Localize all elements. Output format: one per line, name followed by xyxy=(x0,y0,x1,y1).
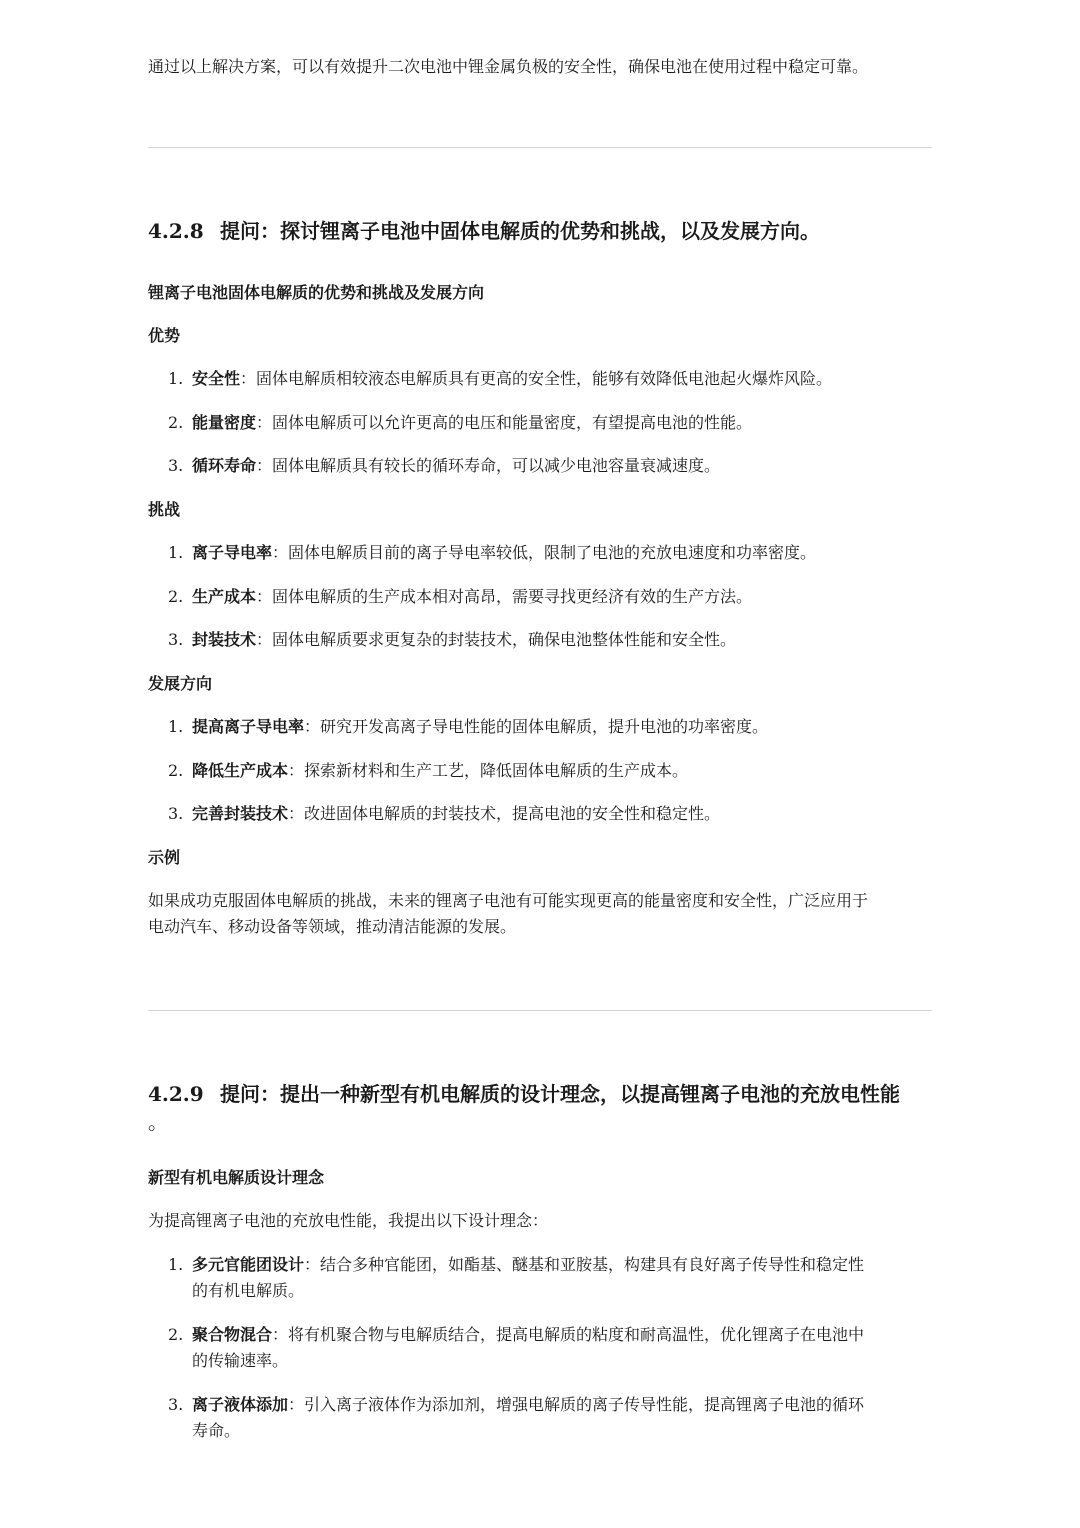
list-key: 离子导电率 xyxy=(192,543,273,562)
list-key: 循环寿命 xyxy=(192,456,257,475)
list-item xyxy=(168,584,934,610)
list-number: 3. xyxy=(168,1395,184,1414)
divider xyxy=(148,1010,932,1011)
list-text: ：固体电解质可以允许更高的电压和能量密度，有望提高电池的性能。 xyxy=(256,413,753,432)
list-key: 安全性 xyxy=(192,369,241,388)
list-number: 1. xyxy=(168,369,184,388)
list-text: ：固体电解质具有较长的循环寿命，可以减少电池容量衰减速度。 xyxy=(256,456,721,475)
list-key: 封装技术 xyxy=(192,630,257,649)
list-item xyxy=(168,410,934,436)
list-number: 2. xyxy=(168,413,184,432)
list-item xyxy=(168,758,934,784)
list-key: 提高离子导电率 xyxy=(192,717,305,736)
section-title-tail: 。 xyxy=(148,1110,168,1134)
section-number: 4.2.8 xyxy=(148,219,204,243)
challenges-label: 挑战 xyxy=(148,500,181,519)
section-heading-4-2-8 xyxy=(148,216,820,246)
list-number: 1. xyxy=(168,543,184,562)
list-item xyxy=(168,714,934,740)
list-text: ：改进固体电解质的封装技术，提高电池的安全性和稳定性。 xyxy=(288,804,721,823)
list-key: 完善封装技术 xyxy=(192,804,289,823)
list-item-continuation: 的有机电解质。 xyxy=(192,1281,305,1300)
list-item xyxy=(168,453,934,479)
list-item xyxy=(168,366,934,392)
list-key: 能量密度 xyxy=(192,413,257,432)
list-key: 聚合物混合 xyxy=(192,1325,273,1344)
section-title: 提问：提出一种新型有机电解质的设计理念，以提高锂离子电池的充放电性能 xyxy=(220,1082,900,1106)
example-line-1: 如果成功克服固体电解质的挑战，未来的锂离子电池有可能实现更高的能量密度和安全性，广泛应用于 xyxy=(148,891,869,910)
list-item-continuation: 寿命。 xyxy=(192,1421,241,1440)
list-number: 3. xyxy=(168,804,184,823)
list-key: 降低生产成本 xyxy=(192,761,289,780)
list-text: ：结合多种官能团，如酯基、醚基和亚胺基，构建具有良好离子传导性和稳定性 xyxy=(304,1255,865,1274)
list-number: 3. xyxy=(168,630,184,649)
section-heading-4-2-9 xyxy=(148,1079,900,1109)
section-subtitle: 锂离子电池固体电解质的优势和挑战及发展方向 xyxy=(148,283,485,302)
list-number: 1. xyxy=(168,717,184,736)
example-line-2: 电动汽车、移动设备等领域，推动清洁能源的发展。 xyxy=(148,917,517,936)
list-item xyxy=(168,1392,934,1418)
list-item xyxy=(168,801,934,827)
list-text: ：固体电解质目前的离子导电率较低，限制了电池的充放电速度和功率密度。 xyxy=(272,543,817,562)
list-text: ：固体电解质的生产成本相对高昂，需要寻找更经济有效的生产方法。 xyxy=(256,587,753,606)
list-text: ：将有机聚合物与电解质结合，提高电解质的粘度和耐高温性，优化锂离子在电池中 xyxy=(272,1325,865,1344)
list-number: 1. xyxy=(168,1255,184,1274)
list-text: ：引入离子液体作为添加剂，增强电解质的离子传导性能，提高锂离子电池的循环 xyxy=(288,1395,865,1414)
list-number: 2. xyxy=(168,761,184,780)
intro-paragraph: 通过以上解决方案，可以有效提升二次电池中锂金属负极的安全性，确保电池在使用过程中稳定可靠。 xyxy=(148,57,869,76)
list-number: 2. xyxy=(168,587,184,606)
list-item xyxy=(168,627,934,653)
directions-label: 发展方向 xyxy=(148,674,213,693)
list-text: ：研究开发高离子导电性能的固体电解质，提升电池的功率密度。 xyxy=(304,717,769,736)
list-number: 3. xyxy=(168,456,184,475)
list-text: ：探索新材料和生产工艺，降低固体电解质的生产成本。 xyxy=(288,761,689,780)
list-number: 2. xyxy=(168,1325,184,1344)
list-item xyxy=(168,540,934,566)
list-item xyxy=(168,1322,934,1348)
divider xyxy=(148,147,932,148)
section-intro: 为提高锂离子电池的充放电性能，我提出以下设计理念： xyxy=(148,1211,549,1230)
list-key: 生产成本 xyxy=(192,587,257,606)
list-text: ：固体电解质相较液态电解质具有更高的安全性，能够有效降低电池起火爆炸风险。 xyxy=(240,369,833,388)
section-number: 4.2.9 xyxy=(148,1082,204,1106)
section-subtitle: 新型有机电解质设计理念 xyxy=(148,1168,325,1187)
section-title: 提问：探讨锂离子电池中固体电解质的优势和挑战，以及发展方向。 xyxy=(220,219,820,243)
example-label: 示例 xyxy=(148,848,181,867)
list-key: 离子液体添加 xyxy=(192,1395,289,1414)
list-text: ：固体电解质要求更复杂的封装技术，确保电池整体性能和安全性。 xyxy=(256,630,737,649)
advantages-label: 优势 xyxy=(148,326,181,345)
list-item-continuation: 的传输速率。 xyxy=(192,1351,289,1370)
list-key: 多元官能团设计 xyxy=(192,1255,305,1274)
list-item xyxy=(168,1252,934,1278)
